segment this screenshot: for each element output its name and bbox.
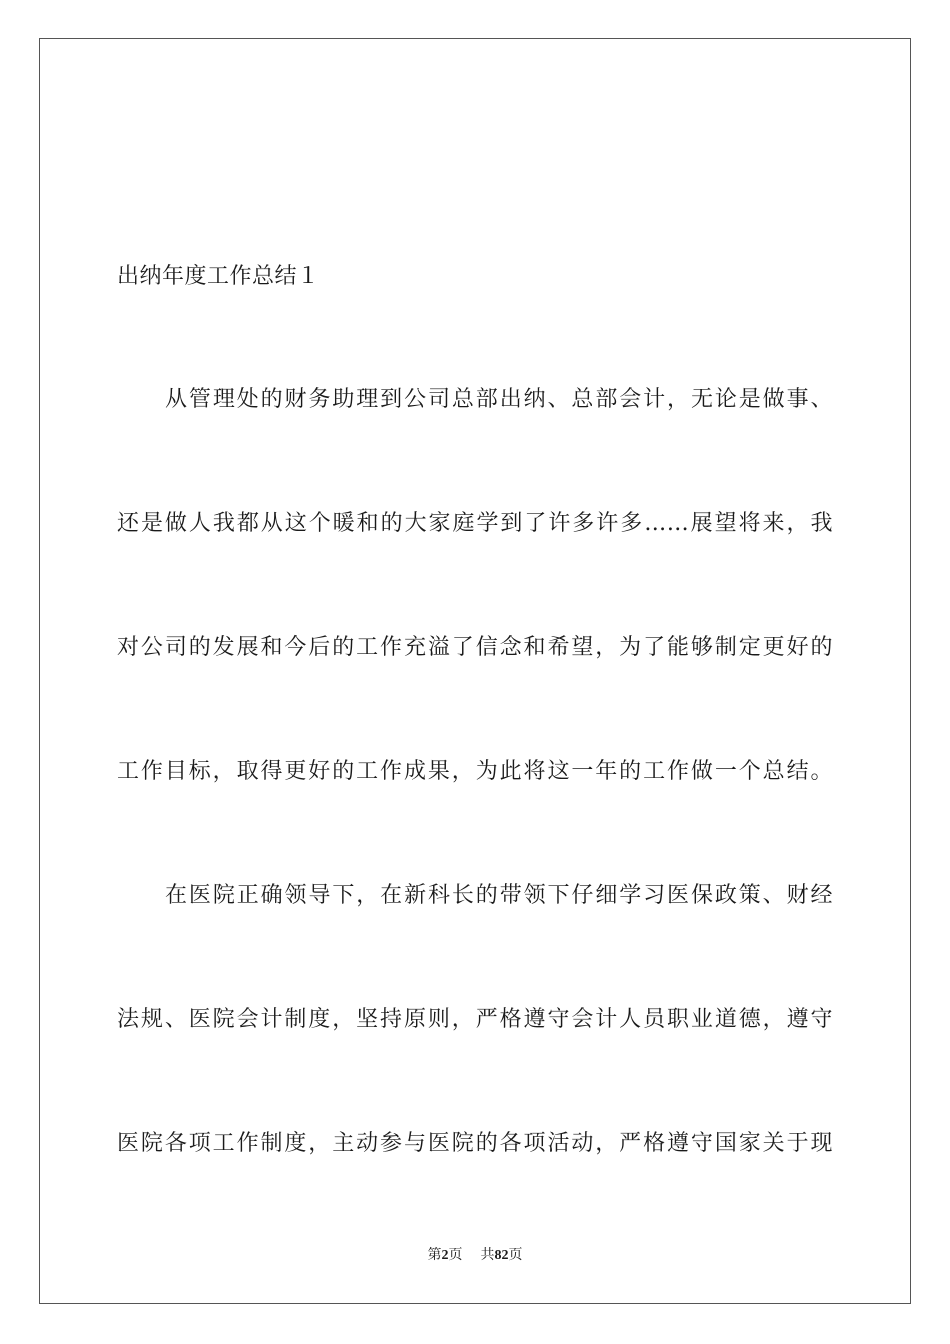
page-border [39, 38, 911, 1304]
paragraph-line: 还是做人我都从这个暖和的大家庭学到了许多许多……展望将来，我 [117, 511, 833, 536]
paragraph-line: 医院各项工作制度，主动参与医院的各项活动，严格遵守国家关于现 [117, 1131, 833, 1156]
paragraph-line: 从管理处的财务助理到公司总部出纳、总部会计，无论是做事、 [165, 387, 833, 412]
paragraph-line: 在医院正确领导下，在新科长的带领下仔细学习医保政策、财经 [165, 883, 833, 908]
page-footer [0, 1246, 950, 1265]
paragraph-line: 对公司的发展和今后的工作充溢了信念和希望，为了能够制定更好的 [117, 635, 833, 660]
total-prefix: 共 [480, 1247, 495, 1263]
current-page-number: 2 [441, 1248, 449, 1263]
paragraph-line: 法规、医院会计制度，坚持原则，严格遵守会计人员职业道德，遵守 [117, 1007, 833, 1032]
page-suffix: 页 [448, 1247, 463, 1263]
paragraph-line: 工作目标，取得更好的工作成果，为此将这一年的工作做一个总结。 [117, 759, 833, 784]
document-title: 出纳年度工作总结１ [117, 264, 320, 289]
page-prefix: 第 [427, 1247, 442, 1263]
total-suffix: 页 [508, 1247, 523, 1263]
total-page-count: 82 [494, 1248, 509, 1263]
